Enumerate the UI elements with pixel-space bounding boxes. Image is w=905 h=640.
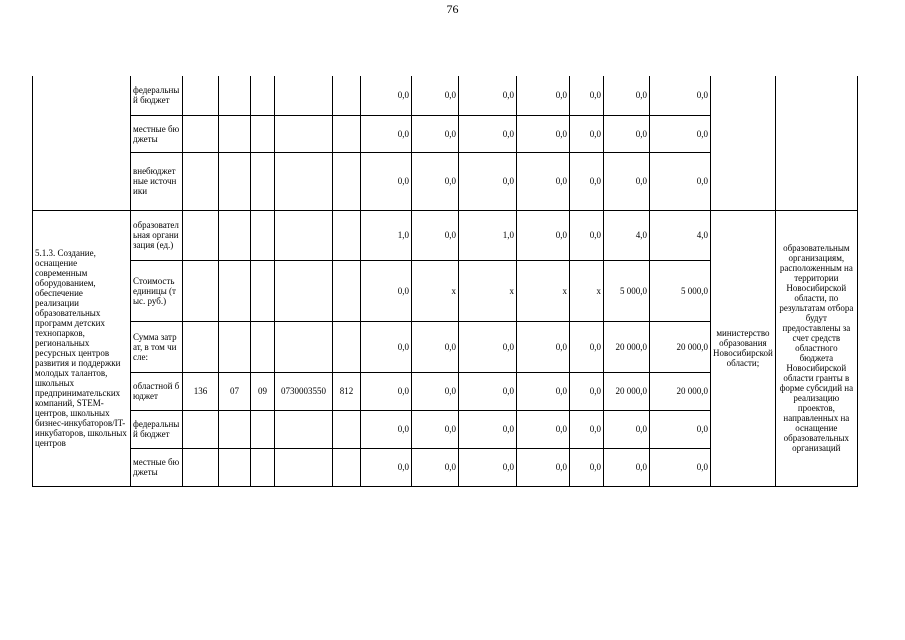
value-6: 0,0 bbox=[604, 76, 650, 115]
code-expense-type bbox=[333, 152, 361, 210]
value-total: 20 000,0 bbox=[650, 321, 711, 372]
code-target-article bbox=[275, 152, 333, 210]
value-1: 0,0 bbox=[361, 372, 412, 410]
value-3: 1,0 bbox=[459, 210, 517, 260]
code-section bbox=[219, 76, 251, 115]
value-total: 5 000,0 bbox=[650, 260, 711, 321]
value-5: 0,0 bbox=[570, 372, 604, 410]
value-3: x bbox=[459, 260, 517, 321]
table-row bbox=[33, 76, 858, 115]
value-5: 0,0 bbox=[570, 321, 604, 372]
value-1: 0,0 bbox=[361, 115, 412, 152]
code-expense-type: 812 bbox=[333, 372, 361, 410]
executor-name: министерство образования Новосибирской области; bbox=[711, 210, 776, 486]
value-6: 20 000,0 bbox=[604, 321, 650, 372]
value-6: 0,0 bbox=[604, 448, 650, 486]
value-3: 0,0 bbox=[459, 410, 517, 448]
value-4: 0,0 bbox=[517, 410, 570, 448]
code-subsection bbox=[251, 115, 275, 152]
value-1: 1,0 bbox=[361, 210, 412, 260]
value-2: 0,0 bbox=[412, 210, 459, 260]
value-3: 0,0 bbox=[459, 115, 517, 152]
code-section bbox=[219, 210, 251, 260]
funding-source: федеральный бюджет bbox=[131, 410, 183, 448]
value-2: 0,0 bbox=[412, 448, 459, 486]
code-target-article: 0730003550 bbox=[275, 372, 333, 410]
code-section bbox=[219, 410, 251, 448]
code-subsection bbox=[251, 152, 275, 210]
code-gf bbox=[183, 210, 219, 260]
code-target-article bbox=[275, 448, 333, 486]
code-gf bbox=[183, 115, 219, 152]
value-5: 0,0 bbox=[570, 76, 604, 115]
code-expense-type bbox=[333, 115, 361, 152]
value-total: 0,0 bbox=[650, 448, 711, 486]
code-section bbox=[219, 115, 251, 152]
budget-table bbox=[32, 76, 858, 487]
value-1: 0,0 bbox=[361, 410, 412, 448]
code-subsection bbox=[251, 321, 275, 372]
funding-source: областной бюджет bbox=[131, 372, 183, 410]
code-gf bbox=[183, 410, 219, 448]
table-row bbox=[33, 210, 858, 260]
value-total: 0,0 bbox=[650, 115, 711, 152]
value-5: 0,0 bbox=[570, 410, 604, 448]
value-2: 0,0 bbox=[412, 372, 459, 410]
funding-source: образовательная организация (ед.) bbox=[131, 210, 183, 260]
activity-cell-continued bbox=[33, 76, 131, 210]
value-4: 0,0 bbox=[517, 76, 570, 115]
value-6: 0,0 bbox=[604, 115, 650, 152]
value-2: 0,0 bbox=[412, 76, 459, 115]
value-2: 0,0 bbox=[412, 115, 459, 152]
value-4: 0,0 bbox=[517, 321, 570, 372]
value-1: 0,0 bbox=[361, 448, 412, 486]
value-5: 0,0 bbox=[570, 152, 604, 210]
funding-source: Стоимость единицы (тыс. руб.) bbox=[131, 260, 183, 321]
code-section bbox=[219, 152, 251, 210]
code-target-article bbox=[275, 410, 333, 448]
code-gf bbox=[183, 321, 219, 372]
value-4: 0,0 bbox=[517, 115, 570, 152]
activity-name: 5.1.3. Создание, оснащение современным оборудованием, обеспечение реализации образовательных программ детских технопарков, региональных ресурсных центров развития и поддержки молодых талантов, школьных предпринимательских компаний, STEM-центров, школьных бизнес-инкубаторов/IT-инкубаторов, школьных центров bbox=[33, 210, 131, 486]
value-2: 0,0 bbox=[412, 152, 459, 210]
value-6: 4,0 bbox=[604, 210, 650, 260]
funding-source: местные бюджеты bbox=[131, 115, 183, 152]
expected-result: образовательным организациям, расположенным на территории Новосибирской области, по результатам отбора будут предоставлены за счет средств областного бюджета Новосибирской области гранты в форме субсидий на реализацию проектов, направленных на оснащение образовательных организаций bbox=[775, 210, 857, 486]
code-section bbox=[219, 260, 251, 321]
code-expense-type bbox=[333, 410, 361, 448]
value-5: 0,0 bbox=[570, 210, 604, 260]
code-section: 07 bbox=[219, 372, 251, 410]
code-target-article bbox=[275, 115, 333, 152]
code-subsection: 09 bbox=[251, 372, 275, 410]
value-5: x bbox=[570, 260, 604, 321]
code-target-article bbox=[275, 321, 333, 372]
value-total: 0,0 bbox=[650, 152, 711, 210]
code-expense-type bbox=[333, 76, 361, 115]
code-section bbox=[219, 321, 251, 372]
value-total: 4,0 bbox=[650, 210, 711, 260]
value-2: 0,0 bbox=[412, 410, 459, 448]
code-section bbox=[219, 448, 251, 486]
funding-source: федеральный бюджет bbox=[131, 76, 183, 115]
code-gf: 136 bbox=[183, 372, 219, 410]
value-5: 0,0 bbox=[570, 448, 604, 486]
code-gf bbox=[183, 152, 219, 210]
value-4: 0,0 bbox=[517, 448, 570, 486]
code-target-article bbox=[275, 260, 333, 321]
value-3: 0,0 bbox=[459, 321, 517, 372]
value-4: 0,0 bbox=[517, 152, 570, 210]
code-target-article bbox=[275, 76, 333, 115]
value-total: 0,0 bbox=[650, 410, 711, 448]
value-6: 0,0 bbox=[604, 410, 650, 448]
value-6: 20 000,0 bbox=[604, 372, 650, 410]
code-gf bbox=[183, 76, 219, 115]
funding-source: внебюджетные источники bbox=[131, 152, 183, 210]
value-3: 0,0 bbox=[459, 448, 517, 486]
value-6: 0,0 bbox=[604, 152, 650, 210]
value-1: 0,0 bbox=[361, 152, 412, 210]
value-4: 0,0 bbox=[517, 210, 570, 260]
value-1: 0,0 bbox=[361, 260, 412, 321]
value-total: 0,0 bbox=[650, 76, 711, 115]
value-2: x bbox=[412, 260, 459, 321]
code-subsection bbox=[251, 410, 275, 448]
value-1: 0,0 bbox=[361, 321, 412, 372]
value-6: 5 000,0 bbox=[604, 260, 650, 321]
code-expense-type bbox=[333, 321, 361, 372]
page-number: 76 bbox=[446, 2, 459, 16]
value-5: 0,0 bbox=[570, 115, 604, 152]
code-gf bbox=[183, 448, 219, 486]
value-3: 0,0 bbox=[459, 372, 517, 410]
value-total: 20 000,0 bbox=[650, 372, 711, 410]
value-3: 0,0 bbox=[459, 152, 517, 210]
value-1: 0,0 bbox=[361, 76, 412, 115]
code-gf bbox=[183, 260, 219, 321]
code-target-article bbox=[275, 210, 333, 260]
code-subsection bbox=[251, 448, 275, 486]
table-body bbox=[33, 76, 858, 486]
value-4: x bbox=[517, 260, 570, 321]
result-cell-continued bbox=[775, 76, 857, 210]
code-expense-type bbox=[333, 260, 361, 321]
code-expense-type bbox=[333, 448, 361, 486]
code-expense-type bbox=[333, 210, 361, 260]
funding-source: Сумма затрат, в том числе: bbox=[131, 321, 183, 372]
value-2: 0,0 bbox=[412, 321, 459, 372]
funding-source: местные бюджеты bbox=[131, 448, 183, 486]
code-subsection bbox=[251, 76, 275, 115]
executor-cell-continued bbox=[711, 76, 776, 210]
code-subsection bbox=[251, 210, 275, 260]
code-subsection bbox=[251, 260, 275, 321]
value-3: 0,0 bbox=[459, 76, 517, 115]
value-4: 0,0 bbox=[517, 372, 570, 410]
